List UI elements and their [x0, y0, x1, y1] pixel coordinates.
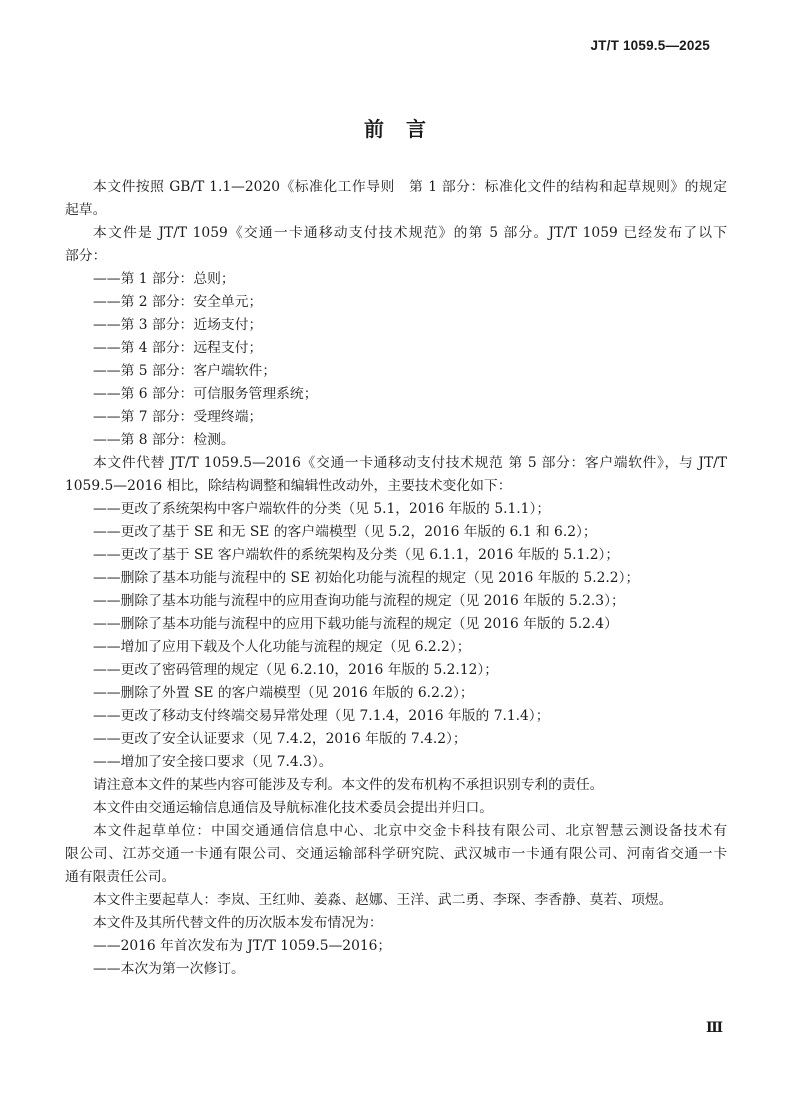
text-line: ——第 1 部分：总则；: [93, 271, 235, 287]
text-line: ——删除了基本功能与流程中的 SE 初始化功能与流程的规定（见 2016 年版的 5.2.2）；: [93, 570, 640, 586]
document-body: [65, 176, 727, 981]
document-number: JT/T 1059.5—2025: [590, 38, 710, 53]
text-line: ——删除了基本功能与流程中的应用下载功能与流程的规定（见 2016 年版的 5.2.4）: [93, 616, 618, 632]
text-line: ——更改了密码管理的规定（见 6.2.10，2016 年版的 5.2.12）；: [93, 662, 499, 678]
text-line: ——本次为第一次修订。: [93, 961, 245, 977]
text-line: 1059.5—2016 相比，除结构调整和编辑性改动外，主要技术变化如下：: [65, 478, 512, 494]
text-line: 本文件由交通运输信息通信及导航标准化技术委员会提出并归口。: [93, 800, 494, 816]
text-line: ——第 8 部分：检测。: [93, 432, 235, 448]
text-line: 本文件是 JT/T 1059《交通一卡通移动支付技术规范》的第 5 部分。JT/T 1059 已经发布了以下: [93, 225, 727, 241]
text-line: ——第 4 部分：远程支付；: [93, 340, 263, 356]
text-line: ——增加了应用下载及个人化功能与流程的规定（见 6.2.2）；: [93, 639, 471, 655]
text-line: ——第 2 部分：安全单元；: [93, 294, 263, 310]
text-line: 本文件主要起草人：李岚、王红帅、姜淼、赵娜、王洋、武二勇、李琛、李香静、莫若、项煜。: [93, 892, 673, 908]
text-line: 本文件起草单位：中国交通通信信息中心、北京中交金卡科技有限公司、北京智慧云测设备技术有: [93, 823, 727, 839]
text-line: 本文件代替 JT/T 1059.5—2016《交通一卡通移动支付技术规范 第 5 部分：客户端软件》，与 JT/T: [93, 455, 727, 471]
text-line: ——更改了基于 SE 客户端软件的系统架构及分类（见 6.1.1，2016 年版的 5.1.2）；: [93, 547, 620, 563]
text-line: 通有限责任公司。: [65, 869, 176, 885]
text-line: ——第 7 部分：受理终端；: [93, 409, 263, 425]
text-line: ——更改了移动支付终端交易异常处理（见 7.1.4，2016 年版的 7.1.4）；: [93, 708, 550, 724]
text-line: ——删除了基本功能与流程中的应用查询功能与流程的规定（见 2016 年版的 5.2.3）；: [93, 593, 625, 609]
text-line: ——2016 年首次发布为 JT/T 1059.5—2016；: [93, 938, 392, 954]
text-line: 部分：: [65, 248, 107, 264]
text-line: ——第 3 部分：近场支付；: [93, 317, 263, 333]
text-line: ——第 6 部分：可信服务管理系统；: [93, 386, 318, 402]
page-title: 前言: [364, 117, 448, 141]
text-line: 本文件按照 GB/T 1.1—2020《标准化工作导则 第 1 部分：标准化文件的结构和起草规则》的规定: [93, 179, 727, 195]
text-line: 请注意本文件的某些内容可能涉及专利。本文件的发布机构不承担识别专利的责任。: [93, 777, 604, 793]
page-number: Ⅲ: [706, 1020, 724, 1036]
text-line: 起草。: [65, 202, 107, 218]
text-line: ——第 5 部分：客户端软件；: [93, 363, 277, 379]
text-line: ——更改了基于 SE 和无 SE 的客户端模型（见 5.2，2016 年版的 6.1 和 6.2）；: [93, 524, 597, 540]
text-line: ——增加了安全接口要求（见 7.4.3）。: [93, 754, 333, 770]
text-line: 本文件及其所代替文件的历次版本发布情况为：: [93, 915, 383, 931]
text-line: ——删除了外置 SE 的客户端模型（见 2016 年版的 6.2.2）；: [93, 685, 474, 701]
text-line: ——更改了系统架构中客户端软件的分类（见 5.1，2016 年版的 5.1.1）；: [93, 501, 551, 517]
text-line: 限公司、江苏交通一卡通有限公司、交通运输部科学研究院、武汉城市一卡通有限公司、河南省交通一卡: [65, 846, 727, 862]
text-line: ——更改了安全认证要求（见 7.4.2，2016 年版的 7.4.2）；: [93, 731, 467, 747]
